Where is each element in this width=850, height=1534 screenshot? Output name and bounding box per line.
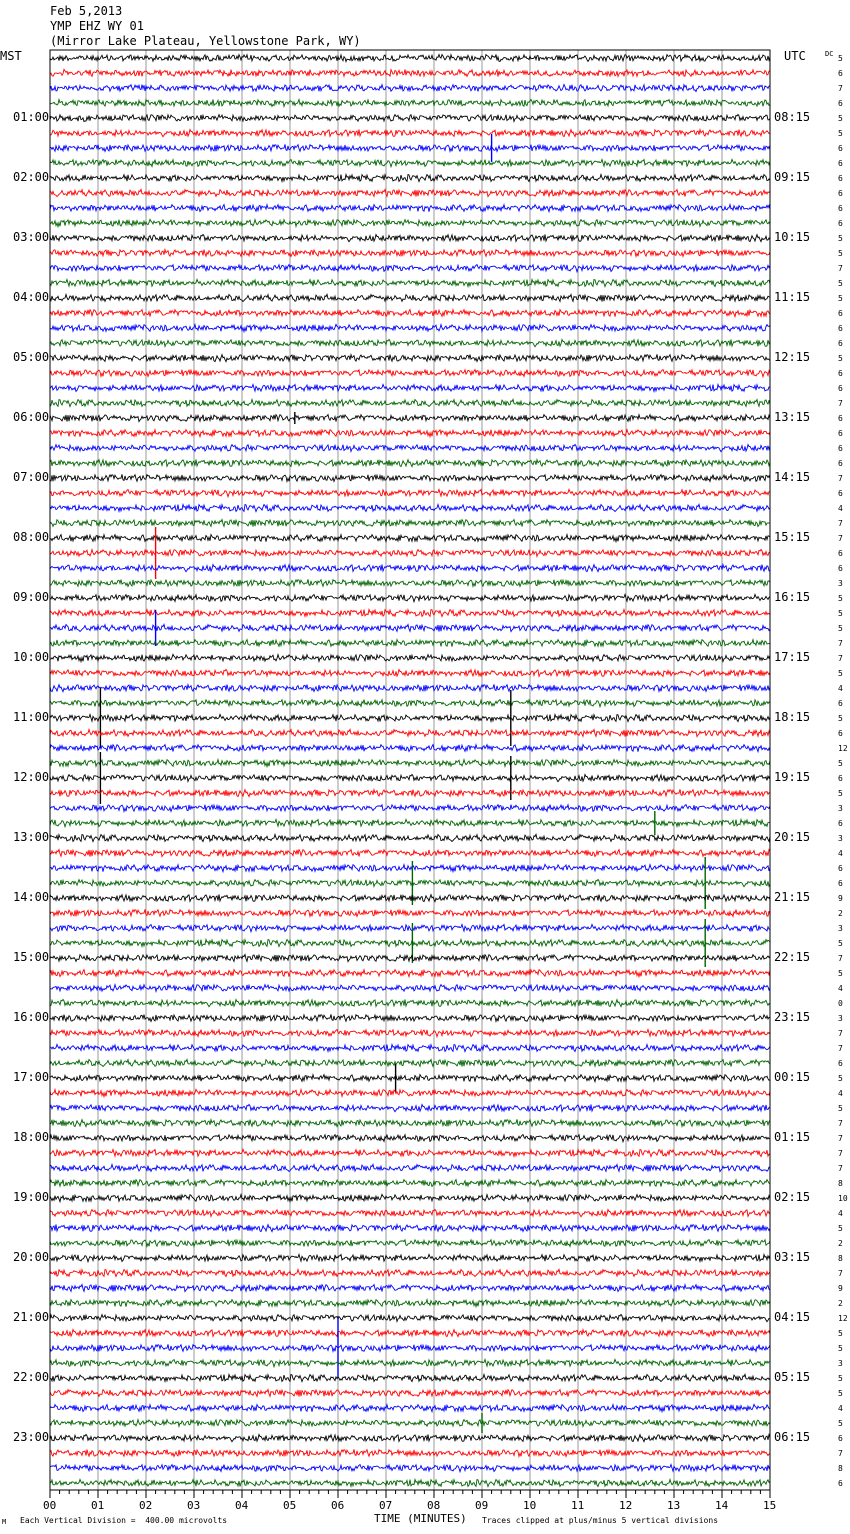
mst-hour-label: 22:00 bbox=[13, 1370, 50, 1384]
utc-hour-label: 16:15 bbox=[774, 590, 811, 604]
x-axis-title: TIME (MINUTES) bbox=[374, 1512, 467, 1525]
dc-offset-value: 6 bbox=[838, 204, 843, 213]
seismic-trace bbox=[50, 1329, 770, 1336]
dc-offset-value: 6 bbox=[838, 729, 843, 738]
dc-offset-value: 3 bbox=[838, 924, 843, 933]
seismic-trace bbox=[50, 354, 770, 361]
dc-offset-value: 7 bbox=[838, 474, 843, 483]
dc-offset-value: 5 bbox=[838, 939, 843, 948]
x-tick-label: 03 bbox=[187, 1499, 201, 1512]
dc-offset-value: 6 bbox=[838, 699, 843, 708]
dc-offset-value: 6 bbox=[838, 549, 843, 558]
seismic-trace bbox=[50, 1014, 770, 1021]
mst-hour-label: 09:00 bbox=[13, 590, 50, 604]
seismic-trace bbox=[50, 819, 770, 826]
dc-offset-value: 5 bbox=[838, 969, 843, 978]
seismic-trace bbox=[50, 1044, 770, 1051]
seismic-trace bbox=[50, 1374, 770, 1381]
x-axis-ticks bbox=[50, 1490, 770, 1498]
seismic-trace bbox=[50, 939, 770, 946]
seismic-trace bbox=[50, 339, 770, 346]
dc-offset-value: 5 bbox=[838, 609, 843, 618]
dc-offset-value: 3 bbox=[838, 579, 843, 588]
footer-mark: M bbox=[2, 1518, 7, 1526]
seismic-trace bbox=[50, 805, 770, 812]
dc-offset-value: 3 bbox=[838, 834, 843, 843]
dc-offset-value: 6 bbox=[838, 564, 843, 573]
vertical-scale-note: Each Vertical Division = 400.00 microvolts bbox=[20, 1516, 228, 1525]
seismic-trace bbox=[50, 879, 770, 886]
dc-offset-value: 6 bbox=[838, 99, 843, 108]
dc-offset-value: 6 bbox=[838, 819, 843, 828]
seismic-trace bbox=[50, 294, 770, 301]
utc-hour-label: 13:15 bbox=[774, 410, 811, 424]
utc-hour-label: 17:15 bbox=[774, 650, 811, 664]
seismic-trace bbox=[50, 864, 770, 871]
mst-hour-label: 04:00 bbox=[13, 290, 50, 304]
dc-offset-value: 6 bbox=[838, 444, 843, 453]
seismic-trace bbox=[50, 54, 770, 61]
seismic-trace bbox=[50, 1299, 770, 1306]
dc-offset-value: 5 bbox=[838, 624, 843, 633]
seismic-trace bbox=[50, 1465, 770, 1472]
dc-offset-value: 5 bbox=[838, 1344, 843, 1353]
seismic-trace bbox=[50, 1359, 770, 1366]
dc-offset-value: 6 bbox=[838, 429, 843, 438]
dc-offset-value: 7 bbox=[838, 1164, 843, 1173]
seismic-trace bbox=[50, 1194, 770, 1201]
dc-offset-value: 6 bbox=[838, 144, 843, 153]
seismic-trace bbox=[50, 504, 770, 511]
x-tick-label: 08 bbox=[427, 1499, 441, 1512]
dc-offset-value: 7 bbox=[838, 534, 843, 543]
dc-offset-value: 5 bbox=[838, 1389, 843, 1398]
dc-offset-value: 5 bbox=[838, 789, 843, 798]
dc-offset-value: 7 bbox=[838, 954, 843, 963]
dc-offset-value: 6 bbox=[838, 1059, 843, 1068]
dc-offset-value: 7 bbox=[838, 264, 843, 273]
mst-hour-label: 10:00 bbox=[13, 650, 50, 664]
dc-offset-value: 5 bbox=[838, 249, 843, 258]
seismic-trace bbox=[50, 1180, 770, 1187]
seismic-trace bbox=[50, 594, 770, 601]
dc-offset-value: 6 bbox=[838, 414, 843, 423]
seismic-trace bbox=[50, 850, 770, 857]
dc-offset-value: 6 bbox=[838, 459, 843, 468]
seismic-trace bbox=[50, 654, 770, 661]
dc-offset-value: 5 bbox=[838, 354, 843, 363]
seismic-trace bbox=[50, 520, 770, 527]
dc-offset-value: 5 bbox=[838, 759, 843, 768]
seismic-trace bbox=[50, 624, 770, 631]
dc-offset-value: 6 bbox=[838, 369, 843, 378]
seismic-trace bbox=[50, 1089, 770, 1096]
seismic-trace bbox=[50, 985, 770, 992]
utc-hour-label: 03:15 bbox=[774, 1250, 811, 1264]
dc-offset-value: 7 bbox=[838, 1269, 843, 1278]
dc-offset-value: 5 bbox=[838, 1104, 843, 1113]
x-tick-label: 11 bbox=[571, 1499, 585, 1512]
seismic-trace bbox=[50, 684, 770, 691]
utc-hour-label: 11:15 bbox=[774, 290, 811, 304]
seismic-trace bbox=[50, 834, 770, 841]
dc-offset-value: 7 bbox=[838, 84, 843, 93]
dc-offset-value: 5 bbox=[838, 294, 843, 303]
mst-axis-title: MST bbox=[0, 49, 22, 63]
header-date: Feb 5,2013 bbox=[50, 4, 123, 18]
dc-offset-value: 4 bbox=[838, 1209, 843, 1218]
dc-offset-value: 2 bbox=[838, 1239, 843, 1248]
dc-offset-value: 3 bbox=[838, 804, 843, 813]
seismic-trace bbox=[50, 459, 770, 466]
x-tick-label: 15 bbox=[763, 1499, 777, 1512]
dc-offset-value: 6 bbox=[838, 774, 843, 783]
seismic-trace bbox=[50, 415, 770, 422]
mst-hour-label: 05:00 bbox=[13, 350, 50, 364]
seismic-trace bbox=[50, 429, 770, 436]
dc-offset-value: 6 bbox=[838, 384, 843, 393]
dc-offset-value: 6 bbox=[838, 159, 843, 168]
seismic-trace bbox=[50, 85, 770, 92]
dc-offset-value: 4 bbox=[838, 1089, 843, 1098]
seismic-trace bbox=[50, 1209, 770, 1216]
seismic-trace bbox=[50, 174, 770, 181]
dc-offset-value: 5 bbox=[838, 1224, 843, 1233]
utc-hour-label: 14:15 bbox=[774, 470, 811, 484]
seismic-trace bbox=[50, 609, 770, 616]
dc-offset-value: 8 bbox=[838, 1464, 843, 1473]
dc-offset-value: 6 bbox=[838, 324, 843, 333]
dc-offset-value: 6 bbox=[838, 174, 843, 183]
dc-offset-value: 5 bbox=[838, 594, 843, 603]
seismic-trace bbox=[50, 1390, 770, 1397]
seismic-trace bbox=[50, 669, 770, 676]
seismic-trace bbox=[50, 324, 770, 331]
utc-hour-label: 05:15 bbox=[774, 1370, 811, 1384]
seismic-trace bbox=[50, 714, 770, 721]
mst-hour-label: 03:00 bbox=[13, 230, 50, 244]
dc-offset-value: 2 bbox=[838, 1299, 843, 1308]
seismic-trace bbox=[50, 69, 770, 76]
dc-offset-value: 7 bbox=[838, 1149, 843, 1158]
dc-offset-value: 5 bbox=[838, 1374, 843, 1383]
seismic-traces bbox=[50, 54, 770, 1486]
mst-hour-label: 13:00 bbox=[13, 830, 50, 844]
dc-offset-value: 7 bbox=[838, 1449, 843, 1458]
dc-offset-value: 8 bbox=[838, 1254, 843, 1263]
seismic-trace bbox=[50, 909, 770, 916]
mst-hour-label: 21:00 bbox=[13, 1310, 50, 1324]
seismic-trace bbox=[50, 1075, 770, 1082]
x-tick-label: 00 bbox=[43, 1499, 57, 1512]
seismic-trace bbox=[50, 759, 770, 766]
utc-hour-label: 21:15 bbox=[774, 890, 811, 904]
utc-hour-label: 09:15 bbox=[774, 170, 811, 184]
utc-hour-label: 06:15 bbox=[774, 1430, 811, 1444]
x-tick-label: 14 bbox=[715, 1499, 729, 1512]
seismic-trace bbox=[50, 1314, 770, 1321]
seismic-trace bbox=[50, 1135, 770, 1142]
x-tick-label: 01 bbox=[91, 1499, 105, 1512]
dc-offset-value: 7 bbox=[838, 639, 843, 648]
x-tick-label: 02 bbox=[139, 1499, 153, 1512]
dc-offset-value: 6 bbox=[838, 219, 843, 228]
mst-hour-label: 15:00 bbox=[13, 950, 50, 964]
seismic-trace bbox=[50, 310, 770, 317]
dc-offset-value: 5 bbox=[838, 279, 843, 288]
seismic-trace bbox=[50, 189, 770, 196]
dc-offset-value: 5 bbox=[838, 1419, 843, 1428]
mst-hour-label: 18:00 bbox=[13, 1130, 50, 1144]
dc-offset-value: 5 bbox=[838, 114, 843, 123]
dc-offset-value: 2 bbox=[838, 909, 843, 918]
dc-offset-value: 7 bbox=[838, 1044, 843, 1053]
seismic-trace bbox=[50, 729, 770, 736]
mst-hour-label: 08:00 bbox=[13, 530, 50, 544]
seismic-trace bbox=[50, 279, 770, 286]
dc-offset-value: 6 bbox=[838, 879, 843, 888]
seismic-trace bbox=[50, 1269, 770, 1276]
seismic-trace bbox=[50, 1285, 770, 1292]
dc-offset-value: 4 bbox=[838, 504, 843, 513]
dc-offset-value: 6 bbox=[838, 489, 843, 498]
dc-offset-value: 7 bbox=[838, 1029, 843, 1038]
dc-offset-value: 5 bbox=[838, 1074, 843, 1083]
seismic-trace bbox=[50, 444, 770, 451]
utc-hour-label: 20:15 bbox=[774, 830, 811, 844]
seismic-trace bbox=[50, 969, 770, 976]
seismic-trace bbox=[50, 399, 770, 406]
utc-hour-label: 00:15 bbox=[774, 1070, 811, 1084]
x-tick-label: 07 bbox=[379, 1499, 393, 1512]
dc-offset-value: 7 bbox=[838, 1134, 843, 1143]
seismic-trace bbox=[50, 774, 770, 781]
dc-offset-value: 6 bbox=[838, 1434, 843, 1443]
seismic-trace bbox=[50, 1240, 770, 1247]
seismic-trace bbox=[50, 474, 770, 481]
dc-offset-value: 5 bbox=[838, 714, 843, 723]
dc-offset-value: 3 bbox=[838, 1014, 843, 1023]
seismic-trace bbox=[50, 894, 770, 901]
utc-hour-label: 01:15 bbox=[774, 1130, 811, 1144]
seismic-trace bbox=[50, 489, 770, 496]
dc-label: DC bbox=[825, 50, 834, 58]
dc-offset-value: 12 bbox=[838, 1314, 848, 1323]
seismic-trace bbox=[50, 384, 770, 391]
utc-hour-label: 23:15 bbox=[774, 1010, 811, 1024]
seismic-trace bbox=[50, 1164, 770, 1171]
seismic-trace bbox=[50, 564, 770, 571]
seismic-trace bbox=[50, 789, 770, 796]
dc-offset-value: 6 bbox=[838, 69, 843, 78]
dc-offset-value: 7 bbox=[838, 399, 843, 408]
seismic-trace bbox=[50, 1449, 770, 1456]
mst-hour-label: 19:00 bbox=[13, 1190, 50, 1204]
seismic-trace bbox=[50, 234, 770, 241]
seismic-trace bbox=[50, 129, 770, 136]
mst-hour-label: 02:00 bbox=[13, 170, 50, 184]
seismic-trace bbox=[50, 1420, 770, 1427]
dc-offset-value: 4 bbox=[838, 684, 843, 693]
clip-note: Traces clipped at plus/minus 5 vertical divisions bbox=[482, 1516, 719, 1525]
seismic-trace bbox=[50, 99, 770, 106]
seismic-trace bbox=[50, 219, 770, 226]
x-tick-label: 05 bbox=[283, 1499, 297, 1512]
dc-offset-value: 7 bbox=[838, 519, 843, 528]
seismic-trace bbox=[50, 1434, 770, 1441]
dc-offset-value: 4 bbox=[838, 1404, 843, 1413]
dc-offset-value: 9 bbox=[838, 894, 843, 903]
x-tick-label: 06 bbox=[331, 1499, 345, 1512]
seismic-trace bbox=[50, 640, 770, 647]
seismic-trace bbox=[50, 1254, 770, 1261]
dc-offset-value: 6 bbox=[838, 1479, 843, 1488]
seismic-trace bbox=[50, 700, 770, 707]
dc-offset-value: 5 bbox=[838, 129, 843, 138]
header-station: YMP EHZ WY 01 bbox=[50, 19, 144, 33]
dc-offset-value: 6 bbox=[838, 309, 843, 318]
seismic-trace bbox=[50, 159, 770, 166]
utc-hour-label: 18:15 bbox=[774, 710, 811, 724]
utc-hour-label: 08:15 bbox=[774, 110, 811, 124]
mst-hour-label: 01:00 bbox=[13, 110, 50, 124]
seismic-trace bbox=[50, 1479, 770, 1486]
seismic-trace bbox=[50, 205, 770, 212]
utc-hour-label: 19:15 bbox=[774, 770, 811, 784]
seismic-trace bbox=[50, 579, 770, 586]
dc-offset-value: 9 bbox=[838, 1284, 843, 1293]
seismic-trace bbox=[50, 549, 770, 556]
dc-offset-value: 4 bbox=[838, 984, 843, 993]
mst-hour-label: 20:00 bbox=[13, 1250, 50, 1264]
dc-offset-value: 4 bbox=[838, 849, 843, 858]
utc-hour-label: 22:15 bbox=[774, 950, 811, 964]
seismic-trace bbox=[50, 1030, 770, 1037]
seismic-trace bbox=[50, 144, 770, 151]
dc-offset-value: 6 bbox=[838, 864, 843, 873]
utc-hour-label: 12:15 bbox=[774, 350, 811, 364]
mst-hour-label: 17:00 bbox=[13, 1070, 50, 1084]
dc-offset-value: 0 bbox=[838, 999, 843, 1008]
seismic-trace bbox=[50, 1404, 770, 1411]
seismic-trace bbox=[50, 745, 770, 752]
mst-hour-label: 16:00 bbox=[13, 1010, 50, 1024]
x-tick-label: 09 bbox=[475, 1499, 489, 1512]
x-tick-label: 04 bbox=[235, 1499, 249, 1512]
mst-hour-label: 23:00 bbox=[13, 1430, 50, 1444]
x-tick-label: 10 bbox=[523, 1499, 537, 1512]
x-tick-label: 12 bbox=[619, 1499, 633, 1512]
dc-offset-value: 5 bbox=[838, 669, 843, 678]
mst-hour-label: 11:00 bbox=[13, 710, 50, 724]
seismic-trace bbox=[50, 265, 770, 272]
seismic-trace bbox=[50, 1344, 770, 1351]
utc-hour-label: 02:15 bbox=[774, 1190, 811, 1204]
seismic-trace bbox=[50, 999, 770, 1006]
mst-hour-label: 06:00 bbox=[13, 410, 50, 424]
seismic-trace bbox=[50, 1059, 770, 1066]
seismic-trace bbox=[50, 249, 770, 256]
utc-hour-label: 15:15 bbox=[774, 530, 811, 544]
seismic-trace bbox=[50, 955, 770, 962]
x-tick-label: 13 bbox=[667, 1499, 681, 1512]
dc-offset-value: 5 bbox=[838, 54, 843, 63]
seismic-trace bbox=[50, 534, 770, 541]
dc-offset-value: 7 bbox=[838, 1119, 843, 1128]
mst-hour-label: 12:00 bbox=[13, 770, 50, 784]
utc-axis-title: UTC bbox=[784, 49, 806, 63]
seismic-trace bbox=[50, 1119, 770, 1126]
utc-hour-label: 10:15 bbox=[774, 230, 811, 244]
seismic-trace bbox=[50, 924, 770, 931]
dc-offset-value: 6 bbox=[838, 339, 843, 348]
mst-hour-label: 07:00 bbox=[13, 470, 50, 484]
seismic-trace bbox=[50, 1104, 770, 1111]
dc-offset-value: 3 bbox=[838, 1359, 843, 1368]
seismic-trace bbox=[50, 1224, 770, 1231]
dc-offset-value: 5 bbox=[838, 234, 843, 243]
dc-offset-value: 6 bbox=[838, 189, 843, 198]
seismic-trace bbox=[50, 114, 770, 121]
seismic-trace bbox=[50, 1149, 770, 1156]
dc-offset-value: 7 bbox=[838, 654, 843, 663]
dc-offset-value: 8 bbox=[838, 1179, 843, 1188]
mst-hour-label: 14:00 bbox=[13, 890, 50, 904]
seismic-trace bbox=[50, 370, 770, 377]
dc-offset-value: 12 bbox=[838, 744, 848, 753]
utc-hour-label: 04:15 bbox=[774, 1310, 811, 1324]
header-location: (Mirror Lake Plateau, Yellowstone Park, WY) bbox=[50, 34, 361, 48]
dc-offset-value: 5 bbox=[838, 1329, 843, 1338]
dc-offset-value: 10 bbox=[838, 1194, 848, 1203]
